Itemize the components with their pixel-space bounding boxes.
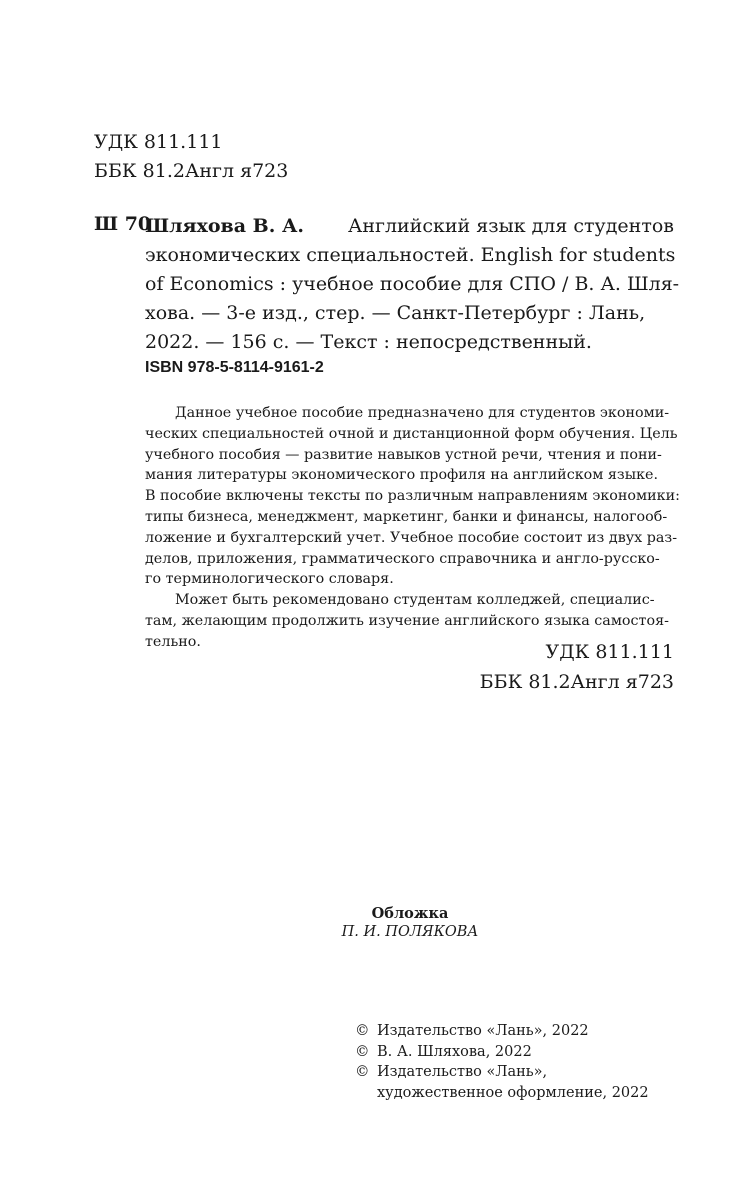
copyright-icon: © <box>355 1043 370 1060</box>
header-codes <box>94 128 288 186</box>
annotation-line: там, желающим продолжить изучение английского языка самостоя- <box>145 612 669 629</box>
annotation-line: делов, приложения, грамматического справочника и англо-русско- <box>145 550 660 567</box>
annotation-line: тельно. <box>145 633 201 650</box>
annotation-line: мания литературы экономического профиля на английском языке. <box>145 467 659 484</box>
biblio-line <box>145 212 674 241</box>
cover-credit <box>300 904 520 942</box>
isbn: ISBN 978-5-8114-9161-2 <box>145 359 324 376</box>
annotation-line: типы бизнеса, менеджмент, маркетинг, банки и финансы, налогооб- <box>145 508 668 525</box>
copyright-line: © Издательство «Лань», <box>355 1062 649 1083</box>
bibliographic-entry <box>145 212 680 357</box>
biblio-line: of Economics : учебное пособие для СПО / В. А. Шля- <box>145 273 680 295</box>
biblio-title-start: Английский язык для студентов <box>347 215 674 237</box>
copyright-line: © В. А. Шляхова, 2022 <box>355 1042 649 1063</box>
author-mark: Ш 70 <box>94 213 152 235</box>
bbk-code: ББК 81.2Англ я723 <box>94 160 289 182</box>
cover-label: Обложка <box>371 905 449 922</box>
udk-code: УДК 811.111 <box>94 131 223 153</box>
copyright-line: © Издательство «Лань», 2022 <box>355 1021 649 1042</box>
biblio-line: 2022. — 156 с. — Текст : непосредственный. <box>145 331 592 353</box>
copyright-icon: © <box>355 1023 370 1039</box>
footer-codes <box>480 637 674 697</box>
bbk-code: ББК 81.2Англ я723 <box>479 671 674 693</box>
annotation-line: ложение и бухгалтерский учет. Учебное пособие состоит из двух раз- <box>145 529 678 546</box>
annotation-line: Данное учебное пособие предназначено для студентов экономи- <box>175 405 670 421</box>
annotation <box>145 403 680 653</box>
biblio-line: хова. — 3-е изд., стер. — Санкт-Петербург : Лань, <box>145 302 646 324</box>
cover-designer: П. И. ПОЛЯКОВА <box>341 924 479 940</box>
annotation-line: го терминологического словаря. <box>145 571 394 588</box>
copyright-line: художественное оформление, 2022 <box>377 1084 649 1101</box>
annotation-line: Может быть рекомендовано студентам колледжей, специалис- <box>175 592 655 609</box>
biblio-line: экономических специальностей. English for students <box>145 244 676 266</box>
copyright-icon: © <box>355 1064 370 1080</box>
annotation-line: ческих специальностей очной и дистанционной форм обучения. Цель <box>145 425 678 442</box>
annotation-line: В пособие включены тексты по различным направлениям экономики: <box>145 488 680 505</box>
author-name: Шляхова В. А. <box>145 215 305 237</box>
udk-code: УДК 811.111 <box>545 641 674 663</box>
annotation-line: учебного пособия — развитие навыков устной речи, чтения и пони- <box>145 446 662 463</box>
copyright-block <box>355 1021 649 1103</box>
